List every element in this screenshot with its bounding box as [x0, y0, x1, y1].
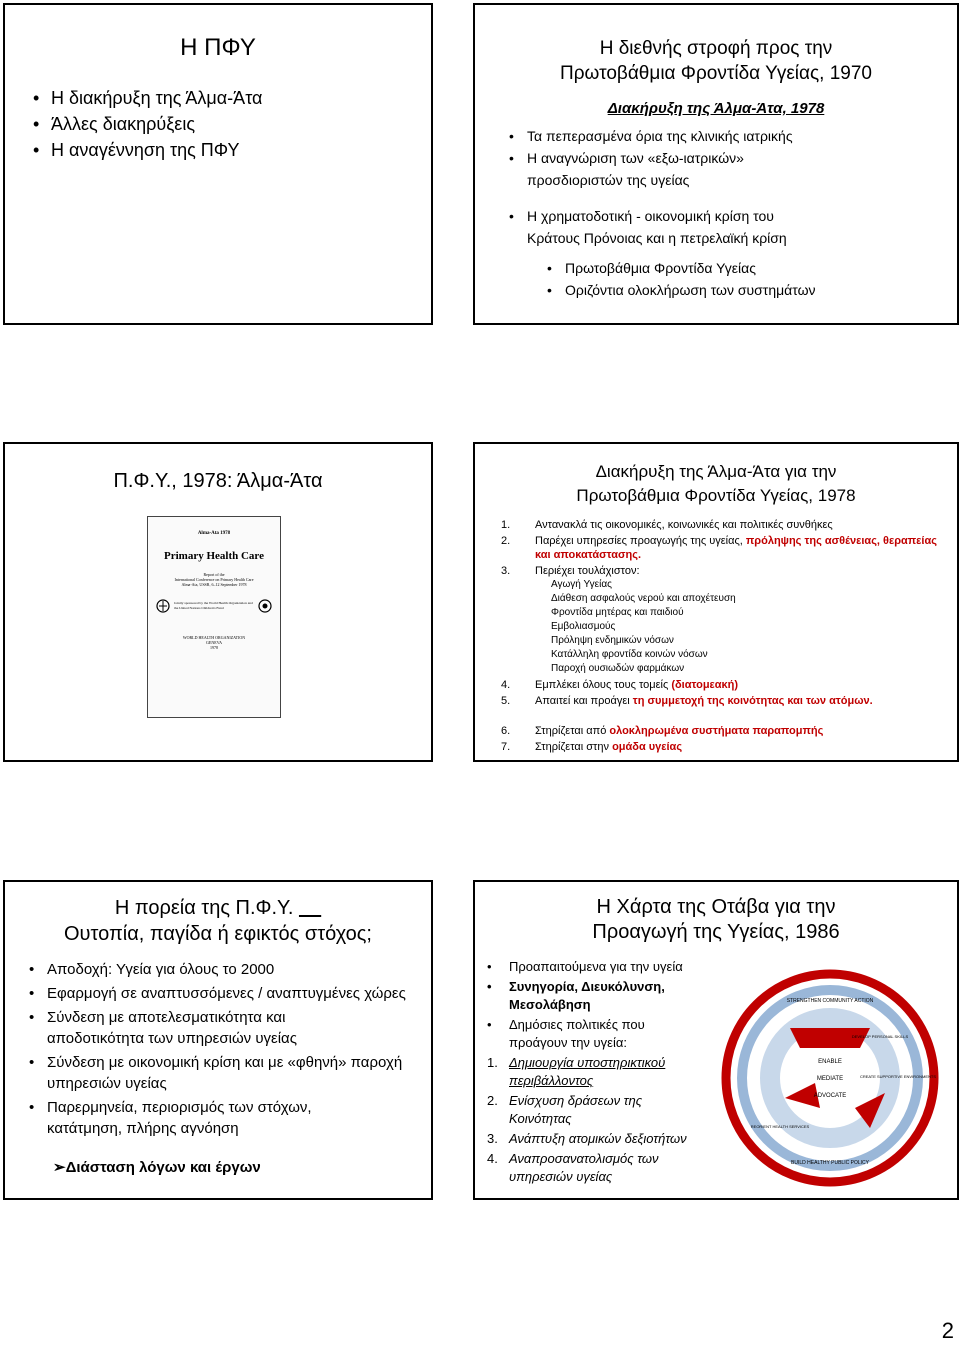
- slide-title-line1: Η Χάρτα της Οτάβα για την: [596, 896, 836, 918]
- slide-title-line1: Η πορεία της Π.Φ.Υ.: [114, 897, 294, 919]
- slide-title: Η ΠΦΥ: [180, 34, 256, 61]
- list-item: [501, 518, 945, 534]
- bullet-list: [505, 125, 947, 249]
- list-item: Πρόληψη ενδημικών νόσων: [551, 635, 674, 646]
- item-number: 1.: [501, 519, 511, 531]
- item-highlight: ομάδα υγείας: [612, 741, 683, 753]
- book-title: Primary Health Care: [164, 550, 264, 562]
- unicef-emblem-icon: [258, 599, 272, 613]
- list-item: Κατάλληλη φροντίδα κοινών νόσων: [551, 649, 708, 660]
- item-text: Στηρίζεται στην: [535, 741, 613, 753]
- book-cover: [147, 516, 281, 718]
- book-report: Report of the: [203, 572, 225, 577]
- list-item: • Εφαρμογή σε αναπτυσσόμενες / αναπτυγμένες χώρες: [25, 983, 407, 1004]
- list-item: [501, 694, 945, 724]
- slide-pfy-course: [3, 880, 433, 1200]
- sub-list: [501, 578, 945, 676]
- logo-c2: CREATE SUPPORTIVE ENVIRONMENTS: [859, 1074, 937, 1079]
- item-number: 7.: [501, 741, 511, 753]
- logo-outer-text: STRENGTHEN COMMUNITY ACTION: [786, 998, 874, 1004]
- list-item: 1. Δημιουργία υποστηρικτικού περιβάλλοντος: [487, 1055, 666, 1088]
- list-item: • Αποδοχή: Υγεία για όλους το 2000: [25, 959, 417, 980]
- book-conference: International Conference on Primary Health Care: [174, 577, 254, 582]
- slide-hpfy: [3, 3, 433, 325]
- list-item: • Η χρηματοδοτική - οικονομική κρίση του Κράτους Πρόνοιας και η πετρελαϊκή κρίση: [505, 205, 827, 249]
- book-org: WORLD HEALTH ORGANIZATION: [182, 635, 246, 640]
- book-sponsor: Jointly sponsored by the World Health Organization and the United Nations Children's Fund: [174, 601, 253, 610]
- list-item: Φροντίδα μητέρας και παιδιού: [551, 607, 684, 618]
- bullet-list: [25, 959, 417, 1139]
- list-item: [501, 740, 945, 756]
- item-number: 3.: [501, 565, 511, 577]
- item-highlight: (διατομεακή): [671, 679, 739, 691]
- item-highlight: τη συμμετοχή της κοινότητας και των ατόμων.: [632, 695, 873, 707]
- charter-list: [487, 958, 717, 1186]
- list-item: [501, 564, 945, 578]
- logo-c4: BUILD HEALTHY PUBLIC POLICY: [791, 1160, 869, 1166]
- conclusion-line: [53, 1158, 261, 1176]
- list-item: • Τα πεπερασμένα όρια της κλινικής ιατρικής: [505, 125, 947, 147]
- list-item: • Συνηγορία, Διευκόλυνση, Μεσολάβηση: [487, 979, 665, 1012]
- list-item: 2. Παρέχει υπηρεσίες προαγωγής της υγείας, πρόληψης της ασθένειας, θεραπείας και αποκατάστασης.: [501, 535, 937, 561]
- list-item: • Η διακήρυξη της Άλμα-Άτα: [29, 85, 262, 111]
- list-item: • Άλλες διακηρύξεις: [29, 111, 262, 137]
- item-number: 5.: [501, 695, 511, 707]
- slide-international-turn: [473, 3, 959, 325]
- slide-title-line1: Η διεθνής στροφή προς την: [599, 38, 833, 59]
- list-item: • Η αναγνώριση των «εξω-ιατρικών» προσδιοριστών της υγείας: [505, 147, 807, 191]
- item-text: Περιέχει τουλάχιστον:: [535, 565, 640, 577]
- logo-c1: DEVELOP PERSONAL SKILLS: [851, 1034, 909, 1039]
- item-highlight: ολοκληρωμένα συστήματα παραπομπής: [609, 725, 824, 737]
- slide-title: Π.Φ.Υ., 1978: Άλμα-Άτα: [113, 470, 323, 492]
- slide-title-line2: Πρωτοβάθμια Φροντίδα Υγείας, 1970: [560, 63, 872, 84]
- list-item: • Παρερμηνεία, περιορισμός των στόχων, κατάτμηση, πλήρης αγνόηση: [25, 1097, 377, 1139]
- emblem-row: [148, 599, 280, 613]
- item-text: Παρέχει υπηρεσίες προαγωγής της υγείας,: [535, 535, 746, 547]
- bullet-list: [29, 85, 262, 163]
- logo-mediate: MEDIATE: [816, 1076, 844, 1082]
- item-text: Στηρίζεται από: [535, 725, 610, 737]
- slide-title-line2: Προαγωγή της Υγείας, 1986: [592, 921, 840, 943]
- list-item: Διάθεση ασφαλούς νερού και αποχέτευση: [551, 593, 736, 604]
- book-place: Alma-Ata, USSR, 6–12 September 1978: [181, 582, 247, 587]
- list-item: 4. Αναπροσανατολισμός των υπηρεσιών υγείας: [487, 1151, 659, 1184]
- slide-alma-ata-declaration: [473, 442, 959, 762]
- item-number: 4.: [501, 679, 511, 691]
- who-emblem-icon: [156, 599, 170, 613]
- ottawa-charter-logo: [720, 968, 940, 1188]
- list-item: 3. Ανάπτυξη ατομικών δεξιοτήτων: [487, 1131, 687, 1146]
- sub-bullet-list: [543, 257, 816, 301]
- list-item: 2. Ενίσχυση δράσεων της Κοινότητας: [487, 1093, 643, 1126]
- list-item: Αγωγή Υγείας: [551, 579, 612, 590]
- slide-title-line2: Ουτοπία, παγίδα ή εφικτός στόχος;: [64, 923, 372, 945]
- slide-title-line1: Διακήρυξη της Άλμα-Άτα για την: [595, 462, 837, 481]
- arrow-bullet-icon: ➢: [53, 1159, 66, 1176]
- subtitle: Διακήρυξη της Άλμα-Άτα, 1978: [607, 100, 825, 117]
- logo-enable: ENABLE: [818, 1059, 842, 1065]
- conclusion-text: Διάσταση λόγων και έργων: [65, 1159, 261, 1176]
- list-item: • Σύνδεση με αποτελεσματικότητα και αποδοτικότητα των υπηρεσιών υγείας: [25, 1007, 347, 1049]
- item-highlight: πρόληψης της ασθένειας, θεραπείας και αποκατάστασης: [535, 535, 937, 561]
- slide-alma-ata-1978: [3, 442, 433, 762]
- list-item: [501, 678, 945, 694]
- list-item: Εμβολιασμούς: [551, 621, 616, 632]
- list-item: Παροχή ουσιωδών φαρμάκων: [551, 663, 685, 674]
- list-item: • Δημόσιες πολιτικές που προάγουν την υγεία:: [487, 1017, 645, 1050]
- list-item: • Η αναγέννηση της ΠΦΥ: [29, 137, 262, 163]
- slide-title-line2: Πρωτοβάθμια Φροντίδα Υγείας, 1978: [576, 486, 856, 505]
- logo-c3: REORIENT HEALTH SERVICES: [750, 1124, 810, 1129]
- list-item: • Πρωτοβάθμια Φροντίδα Υγείας: [543, 257, 816, 279]
- list-item: [501, 724, 945, 740]
- slide-ottawa-charter: [473, 880, 959, 1200]
- item-text: Εμπλέκει όλους τους τομείς: [535, 679, 672, 691]
- list-item: • Σύνδεση με οικονομική κρίση και με «φθηνή» παροχή υπηρεσιών υγείας: [25, 1052, 407, 1094]
- book-city: GENEVA: [206, 640, 222, 645]
- book-year: 1978: [210, 645, 218, 650]
- logo-advocate: ADVOCATE: [813, 1093, 847, 1099]
- book-top-label: Alma-Ata 1978: [197, 531, 231, 536]
- item-text: Απαιτεί και προάγει: [535, 695, 633, 707]
- list-item: • Προαπαιτούμενα για την υγεία: [487, 959, 683, 974]
- numbered-list: [501, 518, 945, 756]
- list-item: • Οριζόντια ολοκλήρωση των συστημάτων: [543, 279, 816, 301]
- item-text: Αντανακλά τις οικονομικές, κοινωνικές και πολιτικές συνθήκες: [535, 519, 833, 531]
- page-number: 2: [941, 1318, 954, 1343]
- item-number: 6.: [501, 725, 511, 737]
- item-number: 2.: [501, 535, 511, 547]
